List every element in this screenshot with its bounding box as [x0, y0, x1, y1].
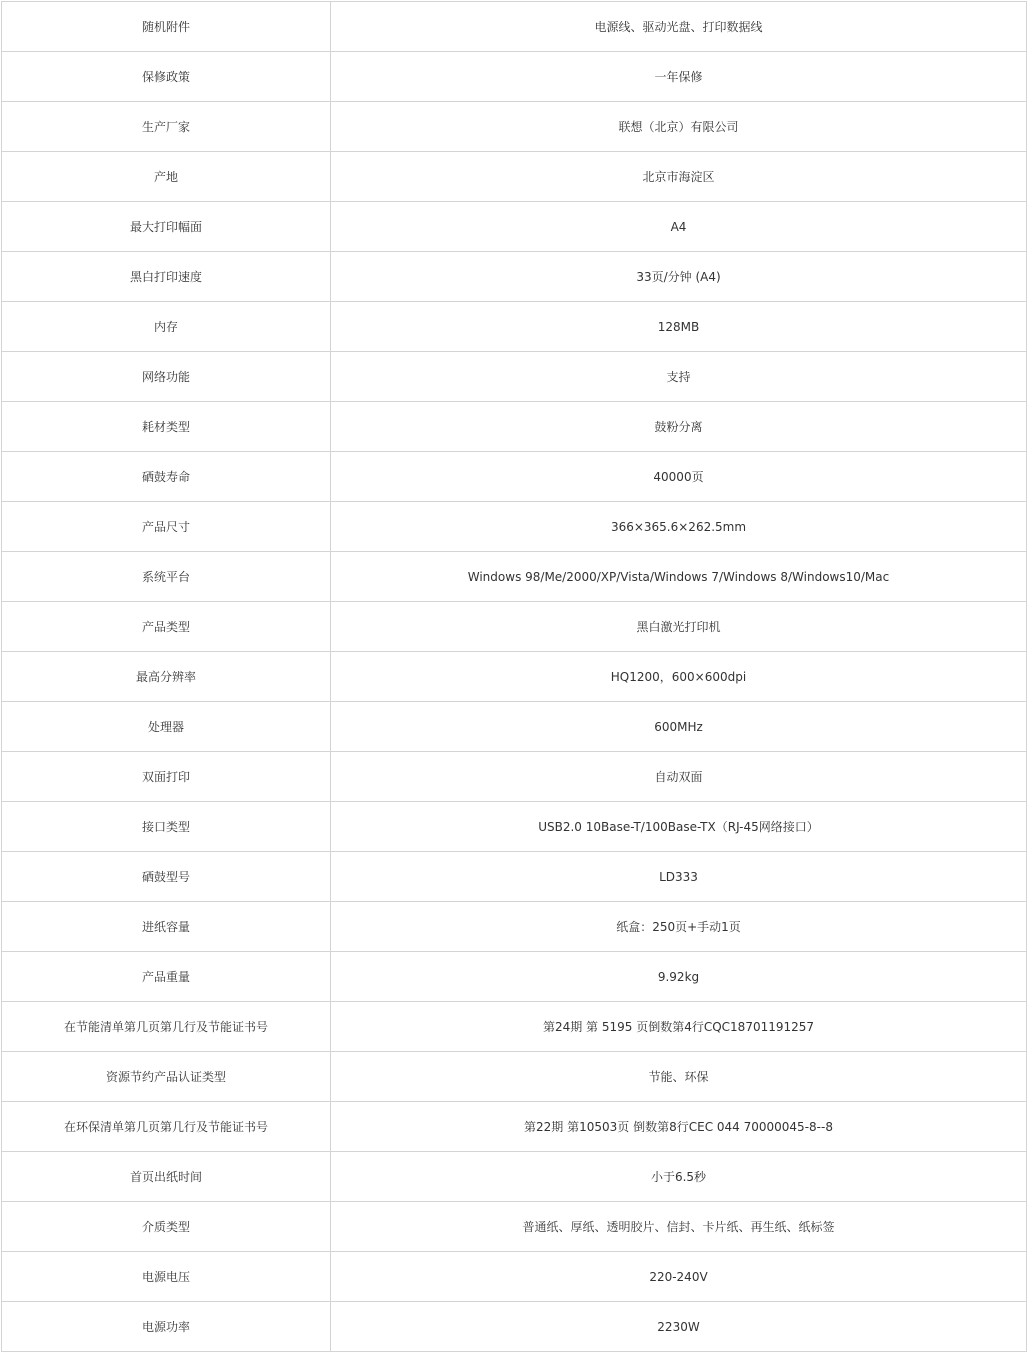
spec-label: 耗材类型 — [2, 402, 331, 452]
spec-value: HQ1200，600×600dpi — [331, 652, 1027, 702]
spec-label: 产品尺寸 — [2, 502, 331, 552]
spec-value: 9.92kg — [331, 952, 1027, 1002]
spec-value: 220-240V — [331, 1252, 1027, 1302]
spec-label: 接口类型 — [2, 802, 331, 852]
table-row — [2, 2, 1027, 52]
spec-value: 2230W — [331, 1302, 1027, 1352]
table-row — [2, 952, 1027, 1002]
spec-label: 双面打印 — [2, 752, 331, 802]
spec-label: 黑白打印速度 — [2, 252, 331, 302]
spec-label: 产品类型 — [2, 602, 331, 652]
spec-value: 节能、环保 — [331, 1052, 1027, 1102]
spec-label: 电源电压 — [2, 1252, 331, 1302]
spec-value: 自动双面 — [331, 752, 1027, 802]
table-row — [2, 52, 1027, 102]
spec-label: 最大打印幅面 — [2, 202, 331, 252]
spec-label: 随机附件 — [2, 2, 331, 52]
spec-table-body — [2, 2, 1027, 1352]
spec-label: 网络功能 — [2, 352, 331, 402]
table-row — [2, 402, 1027, 452]
table-row — [2, 1102, 1027, 1152]
spec-label: 资源节约产品认证类型 — [2, 1052, 331, 1102]
spec-value: Windows 98/Me/2000/XP/Vista/Windows 7/Windows 8/Windows10/Mac — [331, 552, 1027, 602]
spec-label: 最高分辨率 — [2, 652, 331, 702]
table-row — [2, 652, 1027, 702]
spec-label: 首页出纸时间 — [2, 1152, 331, 1202]
table-row — [2, 752, 1027, 802]
spec-label: 产地 — [2, 152, 331, 202]
spec-value: 小于6.5秒 — [331, 1152, 1027, 1202]
spec-label: 生产厂家 — [2, 102, 331, 152]
spec-label: 保修政策 — [2, 52, 331, 102]
table-row — [2, 152, 1027, 202]
spec-label: 介质类型 — [2, 1202, 331, 1252]
table-row — [2, 902, 1027, 952]
table-row — [2, 1052, 1027, 1102]
spec-value: 电源线、驱动光盘、打印数据线 — [331, 2, 1027, 52]
spec-value: 366×365.6×262.5mm — [331, 502, 1027, 552]
spec-value: 支持 — [331, 352, 1027, 402]
spec-label: 进纸容量 — [2, 902, 331, 952]
spec-label: 产品重量 — [2, 952, 331, 1002]
spec-label: 系统平台 — [2, 552, 331, 602]
spec-value: A4 — [331, 202, 1027, 252]
table-row — [2, 852, 1027, 902]
spec-value: 黑白激光打印机 — [331, 602, 1027, 652]
spec-label: 在节能清单第几页第几行及节能证书号 — [2, 1002, 331, 1052]
spec-value: 600MHz — [331, 702, 1027, 752]
table-row — [2, 352, 1027, 402]
table-row — [2, 802, 1027, 852]
table-row — [2, 252, 1027, 302]
spec-value: USB2.0 10Base-T/100Base-TX（RJ-45网络接口） — [331, 802, 1027, 852]
spec-value: 第24期 第 5195 页倒数第4行CQC18701191257 — [331, 1002, 1027, 1052]
spec-label: 硒鼓寿命 — [2, 452, 331, 502]
spec-value: 北京市海淀区 — [331, 152, 1027, 202]
spec-value: 普通纸、厚纸、透明胶片、信封、卡片纸、再生纸、纸标签 — [331, 1202, 1027, 1252]
spec-label: 在环保清单第几页第几行及节能证书号 — [2, 1102, 331, 1152]
spec-value: 纸盒：250页+手动1页 — [331, 902, 1027, 952]
spec-label: 处理器 — [2, 702, 331, 752]
spec-value: LD333 — [331, 852, 1027, 902]
table-row — [2, 202, 1027, 252]
table-row — [2, 452, 1027, 502]
table-row — [2, 602, 1027, 652]
spec-value: 33页/分钟 (A4) — [331, 252, 1027, 302]
table-row — [2, 1252, 1027, 1302]
table-row — [2, 302, 1027, 352]
table-row — [2, 1002, 1027, 1052]
spec-value: 鼓粉分离 — [331, 402, 1027, 452]
table-row — [2, 1152, 1027, 1202]
spec-label: 硒鼓型号 — [2, 852, 331, 902]
table-row — [2, 552, 1027, 602]
table-row — [2, 502, 1027, 552]
table-row — [2, 1302, 1027, 1352]
spec-label: 电源功率 — [2, 1302, 331, 1352]
spec-table — [1, 1, 1027, 1352]
spec-value: 联想（北京）有限公司 — [331, 102, 1027, 152]
spec-value: 一年保修 — [331, 52, 1027, 102]
table-row — [2, 102, 1027, 152]
spec-value: 128MB — [331, 302, 1027, 352]
table-row — [2, 702, 1027, 752]
spec-value: 第22期 第10503页 倒数第8行CEC 044 70000045-8--8 — [331, 1102, 1027, 1152]
spec-label: 内存 — [2, 302, 331, 352]
spec-value: 40000页 — [331, 452, 1027, 502]
table-row — [2, 1202, 1027, 1252]
